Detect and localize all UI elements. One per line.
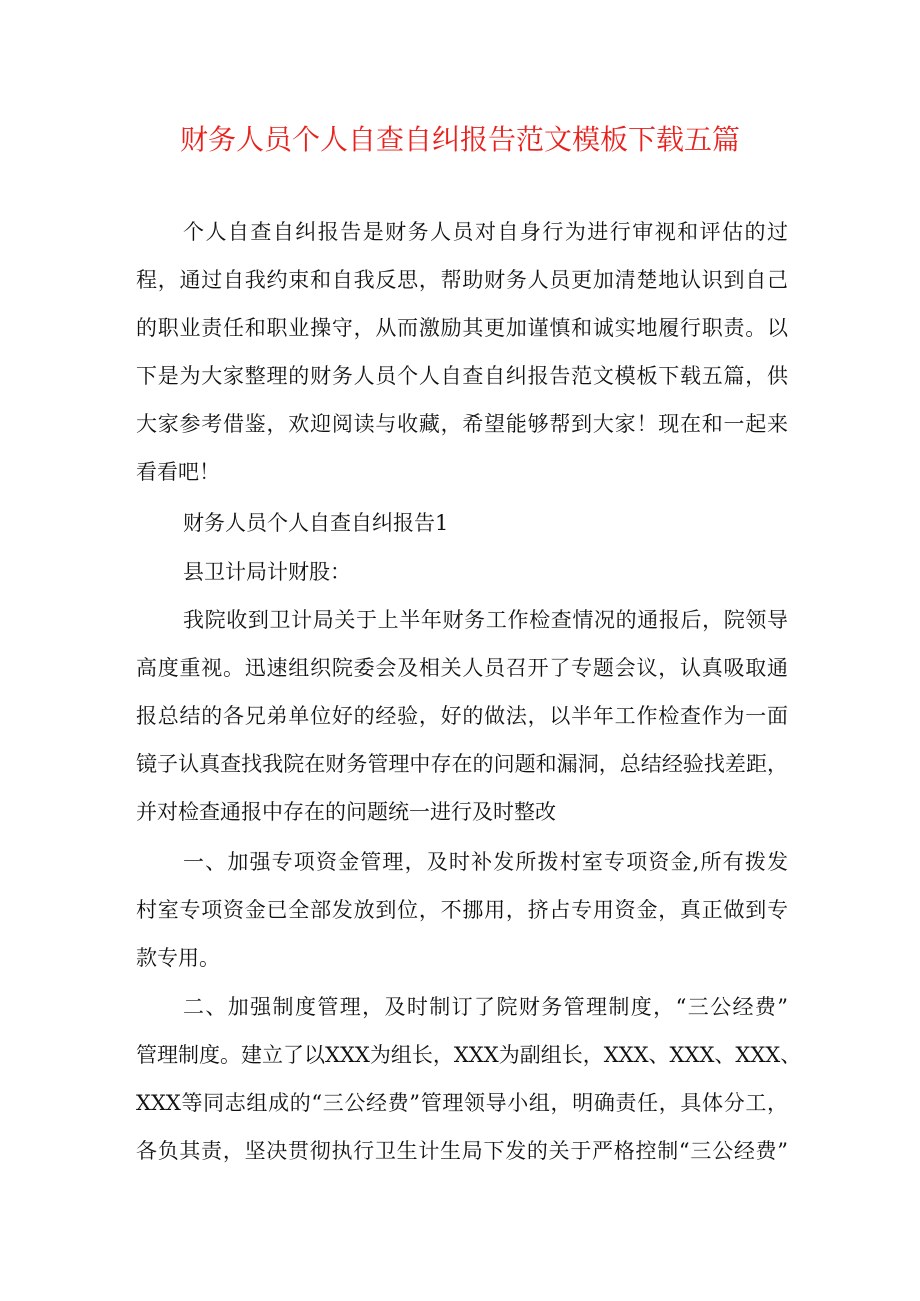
text-line: 二、加强制度管理，及时制订了院财务管理制度，“三公经费” [183,995,788,1019]
section-heading: 财务人员个人自查自纠报告1 [183,511,449,535]
text-line: 款专用。 [136,946,220,970]
text-line: 高度重视。迅速组织院委会及相关人员召开了专题会议，认真吸取通 [136,656,788,680]
text-line: 村室专项资金已全部发放到位，不挪用，挤占专用资金，真正做到专 [136,898,788,922]
text-line: 我院收到卫计局关于上半年财务工作检查情况的通报后，院领导 [183,608,788,632]
text-line: 一、加强专项资金管理，及时补发所拨村室专项资金,所有拨发 [183,850,788,874]
document-title: 财务人员个人自查自纠报告范文模板下载五篇 [179,123,740,156]
text-line: 看看吧！ [136,460,220,484]
text-line: 下是为大家整理的财务人员个人自查自纠报告范文模板下载五篇，供 [136,364,788,388]
text-line: 并对检查通报中存在的问题统一进行及时整改 [136,800,556,824]
text-line: 个人自查自纠报告是财务人员对自身行为进行审视和评估的过 [183,220,788,244]
text-line: XXX等同志组成的“三公经费”管理领导小组，明确责任，具体分工， [136,1091,788,1115]
text-line: 镜子认真查找我院在财务管理中存在的问题和漏洞，总结经验找差距， [136,752,788,776]
text-line: 的职业责任和职业操守，从而激励其更加谨慎和诚实地履行职责。以 [136,316,788,340]
text-line: 大家参考借鉴，欢迎阅读与收藏，希望能够帮到大家！现在和一起来 [136,412,788,436]
text-line: 程，通过自我约束和自我反思，帮助财务人员更加清楚地认识到自己 [136,268,788,292]
text-line: 各负其责，坚决贯彻执行卫生计生局下发的关于严格控制“三公经费” [136,1139,788,1163]
salutation: 县卫计局计财股： [183,560,351,584]
text-line: 报总结的各兄弟单位好的经验，好的做法，以半年工作检查作为一面 [136,704,788,728]
text-line: 管理制度。建立了以XXX为组长，XXX为副组长，XXX、XXX、XXX、 [136,1043,802,1067]
